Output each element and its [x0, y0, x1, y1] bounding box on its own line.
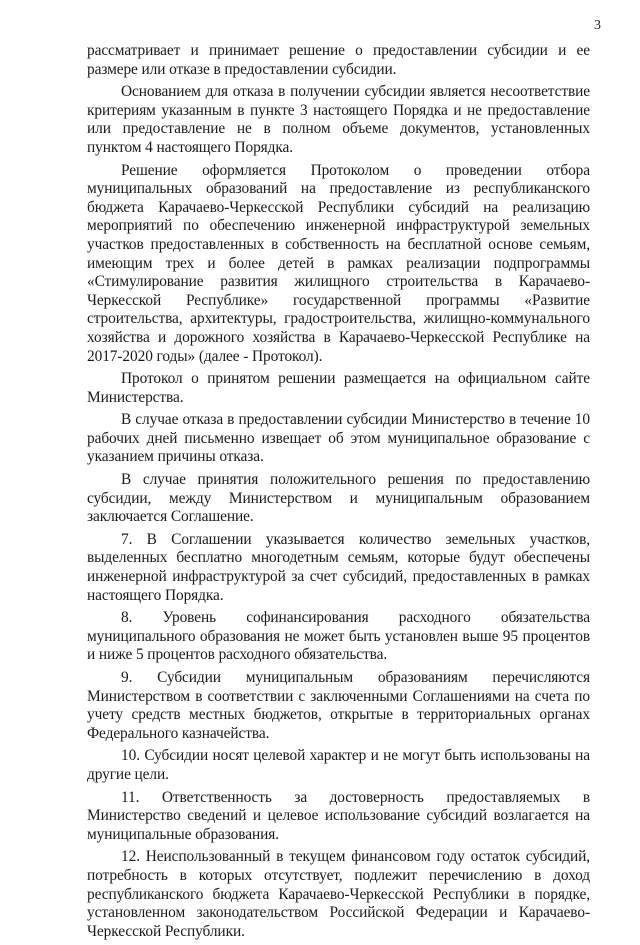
paragraph-item-10: 10. Субсидии носят целевой характер и не могут быть использованы на другие цели.	[87, 747, 590, 783]
paragraph-protocol-decision: Решение оформляется Протоколом о проведении отбора муниципальных образований на предоставление из республиканского бюджета Карачаево-Черкесской Республики субсидий на реализацию мероприятий по обеспечению инженерной инфраструктурой земельных участков предоставленных в собственность на бесплатной основе семьям, имеющим трех и более детей в рамках реализации подпрограммы «Стимулирование развития жилищного строительства в Карачаево-Черкесской Республике» государственной программы «Развитие строительства, архитектуры, градостроительства, жилищно-коммунального хозяйства и дорожного хозяйства в Карачаево-Черкесской Республике на 2017-2020 годы» (далее - Протокол).	[87, 161, 590, 365]
paragraph-item-12: 12. Неиспользованный в текущем финансовом году остаток субсидий, потребность в которых отсутствует, подлежит перечислению в доход республиканского бюджета Карачаево-Черкесской Республики в порядке, установленном законодательством Российской Федерации и Карачаево-Черкесской Республики.	[87, 848, 590, 940]
paragraph-refusal-grounds: Основанием для отказа в получении субсидии является несоответствие критериям указанным в пункте 3 настоящего Порядка и не предоставление или предоставление не в полном объеме документов, установленных пунктом 4 настоящего Порядка.	[87, 83, 590, 156]
paragraph-continuation: рассматривает и принимает решение о предоставлении субсидии и ее размере или отказе в предоставлении субсидии.	[87, 42, 590, 78]
page-number: 3	[594, 18, 601, 33]
paragraph-protocol-publication: Протокол о принятом решении размещается на официальном сайте Министерства.	[87, 370, 590, 406]
paragraph-refusal-notice: В случае отказа в предоставлении субсидии Министерство в течение 10 рабочих дней письменно извещает об этом муниципальное образование с указанием причины отказа.	[87, 411, 590, 466]
paragraph-item-7: 7. В Соглашении указывается количество земельных участков, выделенных бесплатно многодетным семьям, которые будут обеспечены инженерной инфраструктурой за счет субсидий, предоставленных в рамках настоящего Порядка.	[87, 530, 590, 604]
paragraph-item-11: 11. Ответственность за достоверность предоставляемых в Министерство сведений и целевое использование субсидий возлагается на муниципальные образования.	[87, 788, 590, 843]
paragraph-agreement: В случае принятия положительного решения по предоставлению субсидии, между Министерством и муниципальным образованием заключается Соглашение.	[87, 471, 590, 526]
paragraph-item-8: 8. Уровень софинансирования расходного обязательства муниципального образования не может быть установлен выше 95 процентов и ниже 5 процентов расходного обязательства.	[87, 609, 590, 664]
document-body	[87, 42, 590, 945]
paragraph-item-9: 9. Субсидии муниципальным образованиям перечисляются Министерством в соответствии с заключенными Соглашениями на счета по учету средств местных бюджетов, открытые в территориальных органах Федерального казначейства.	[87, 669, 590, 742]
